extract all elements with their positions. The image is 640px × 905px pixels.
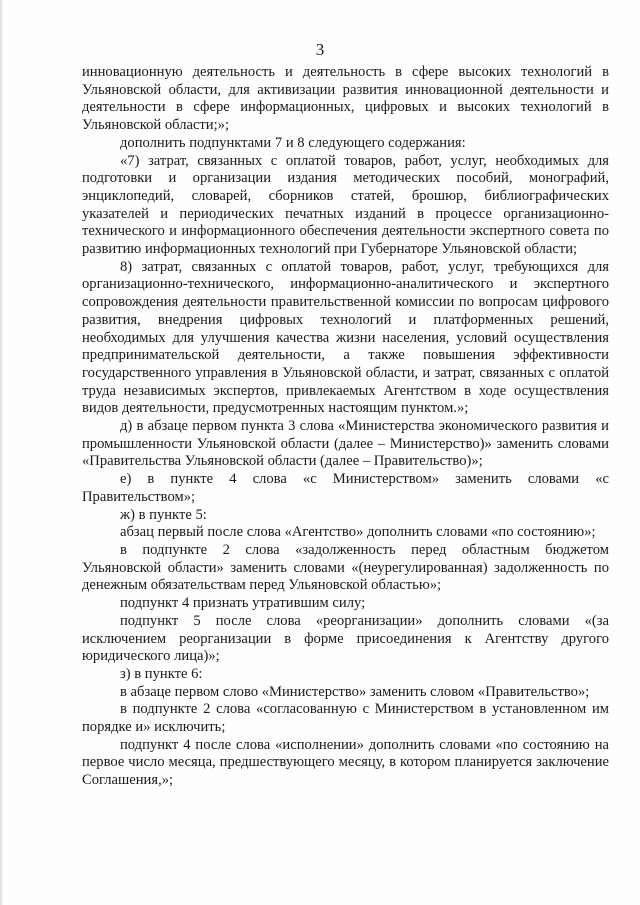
paragraph-item-z: з) в пункте 6: [120, 665, 203, 682]
paragraph-item-zh-sub2: в подпункте 2 слова «задолженность перед областным бюджетом Ульяновской области» заменить словами «(неурегулированная) задолженность по денежным обязательствам перед Ульяновской областью»; [82, 541, 609, 594]
paragraph-item-zh-abzac: абзац первый после слова «Агентство» дополнить словами «по состоянию»; [120, 524, 596, 541]
paragraph-item-zh: ж) в пункте 5: [120, 506, 207, 523]
paragraph-subitem-7: «7) затрат, связанных с оплатой товаров, работ, услуг, необходимых для подготовки и организации издания методических пособий, монографий, энциклопедий, словарей, сборников статей, брошюр, библиографических указателей и периодических печатных изданий в процессе организационно-технического и информационного обеспечения деятельности экспертного совета по развитию информационных технологий при Губернаторе Ульяновской области; [82, 152, 609, 258]
document-body [82, 64, 609, 790]
paragraph-item-d: д) в абзаце первом пункта 3 слова «Министерства экономического развития и промышленности Ульяновской области (далее – Министерство)» заменить словами «Правительства Ульяновской области (далее – Правительство)»; [82, 418, 609, 470]
page-number: 3 [315, 40, 325, 59]
paragraph-item-z-abzac: в абзаце первом слово «Министерство» заменить словом «Правительство»; [120, 683, 590, 700]
paragraph-item-e: е) в пункте 4 слова «с Министерством» заменить словами «с Правительством»; [82, 471, 609, 505]
paragraph-item-zh-sub5: подпункт 5 после слова «реорганизации» дополнить словами «(за исключением реорганизации в форме присоединения к Агентству другого юридического лица)»; [82, 612, 609, 665]
paragraph-item-z-sub4: подпункт 4 после слова «исполнении» дополнить словами «по состоянию на первое число месяца, предшествующего месяцу, в котором планируется заключение Соглашения,»; [82, 736, 609, 789]
paragraph-item-zh-sub4: подпункт 4 признать утратившим силу; [120, 595, 366, 612]
paragraph-continuation: инновационную деятельность и деятельность в сфере высоких технологий в Ульяновской области, для активизации развития инновационной деятельности и деятельности в сфере информационных, цифровых и высоких технологий в Ульяновской области;»; [82, 64, 609, 134]
paragraph-item-z-sub2: в подпункте 2 слова «согласованную с Министерством в установленном им порядке и» исключить; [82, 701, 609, 736]
paragraph-add-subitems: дополнить подпунктами 7 и 8 следующего содержания: [120, 134, 466, 151]
scan-edge [0, 0, 3, 905]
paragraph-subitem-8: 8) затрат, связанных с оплатой товаров, работ, услуг, требующихся для организационно-технического, информационно-аналитического и экспертного сопровождения деятельности правительственной комиссии по вопросам цифрового развития, внедрения цифровых технологий и платформенных решений, необходимых для улучшения качества жизни населения, условий осуществления предпринимательской деятельности, а также повышения эффективности государственного управления в Ульяновской области, и затрат, связанных с оплатой труда независимых экспертов, привлекаемых Агентством в ходе осуществления видов деятельности, предусмотренных настоящим пунктом.»; [82, 258, 609, 417]
